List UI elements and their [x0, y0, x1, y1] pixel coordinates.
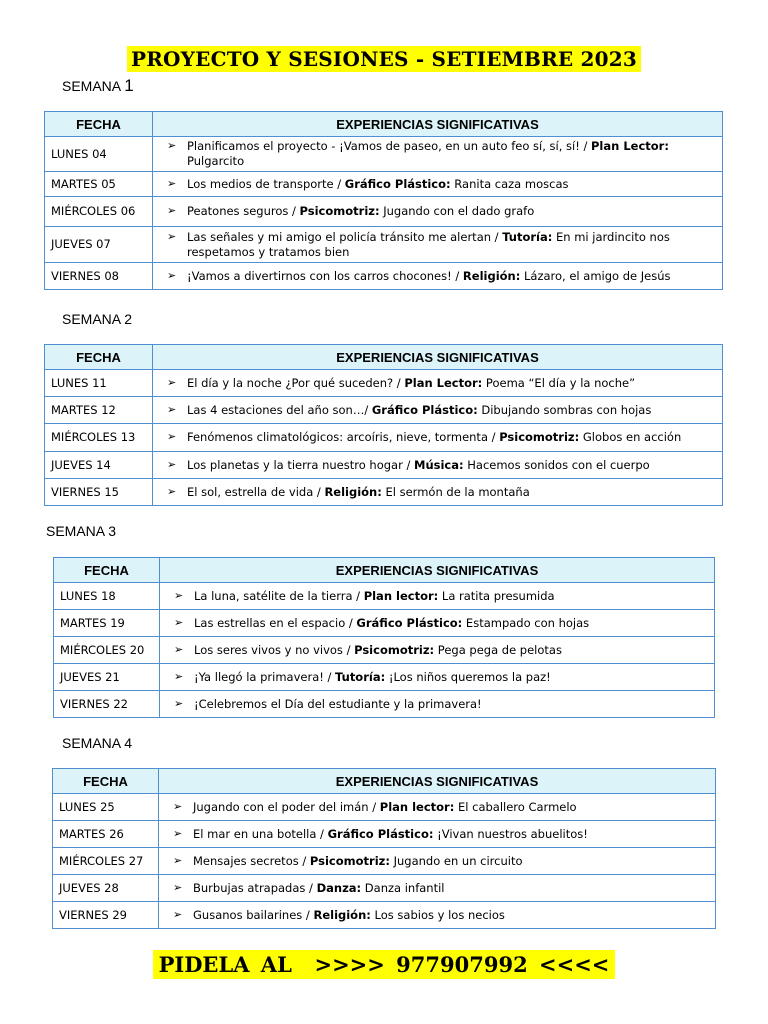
date-cell: LUNES 18: [54, 583, 160, 610]
header-experiencias: EXPERIENCIAS SIGNIFICATIVAS: [153, 345, 723, 370]
experience-cell: ➢ La luna, satélite de la tierra / Plan lector: La ratita presumida: [160, 583, 715, 610]
experience-cell: ➢ Las 4 estaciones del año son…/ Gráfico Plástico: Dibujando sombras con hojas: [153, 397, 723, 424]
week-3-label: [46, 523, 116, 539]
arrow-bullet-icon: ➢: [174, 615, 184, 629]
arrow-bullet-icon: ➢: [167, 375, 177, 389]
date-cell: JUEVES 21: [54, 664, 160, 691]
experience-cell: ➢ Fenómenos climatológicos: arcoíris, nieve, tormenta / Psicomotriz: Globos en acción: [153, 424, 723, 452]
experience-cell: ➢ El mar en una botella / Gráfico Plástico: ¡Vivan nuestros abuelitos!: [159, 821, 716, 848]
experience-cell: ➢ Burbujas atrapadas / Danza: Danza infantil: [159, 875, 716, 902]
table-row: [54, 664, 715, 691]
date-cell: LUNES 11: [45, 370, 153, 397]
date-cell: MARTES 19: [54, 610, 160, 637]
table-row: [45, 424, 723, 452]
date-cell: JUEVES 28: [53, 875, 159, 902]
arrow-bullet-icon: ➢: [167, 268, 177, 282]
table-row: [45, 263, 723, 290]
arrow-bullet-icon: ➢: [173, 826, 183, 840]
date-cell: MIÉRCOLES 13: [45, 424, 153, 452]
arrow-bullet-icon: ➢: [173, 907, 183, 921]
arrow-bullet-icon: ➢: [173, 853, 183, 867]
header-fecha: FECHA: [54, 558, 160, 583]
date-cell: LUNES 04: [45, 137, 153, 172]
table-row: [45, 227, 723, 263]
week-label-text: SEMANA: [62, 735, 121, 751]
header-fecha: FECHA: [45, 345, 153, 370]
date-cell: VIERNES 15: [45, 479, 153, 506]
experience-cell: ➢ Jugando con el poder del imán / Plan lector: El caballero Carmelo: [159, 794, 716, 821]
experience-cell: ➢ ¡Vamos a divertirnos con los carros chocones! / Religión: Lázaro, el amigo de Jesús: [153, 263, 723, 290]
week-label-text: SEMANA: [62, 78, 121, 94]
arrow-bullet-icon: ➢: [173, 799, 183, 813]
week-2-table: [44, 344, 723, 506]
week-3-table: [53, 557, 715, 718]
header-experiencias: EXPERIENCIAS SIGNIFICATIVAS: [160, 558, 715, 583]
arrow-bullet-icon: ➢: [174, 669, 184, 683]
arrow-bullet-icon: ➢: [174, 588, 184, 602]
week-number: 2: [124, 311, 133, 327]
arrow-bullet-icon: ➢: [167, 430, 177, 443]
header-experiencias: EXPERIENCIAS SIGNIFICATIVAS: [159, 769, 716, 794]
date-cell: MARTES 12: [45, 397, 153, 424]
experience-cell: ➢ Las estrellas en el espacio / Gráfico Plástico: Estampado con hojas: [160, 610, 715, 637]
date-cell: JUEVES 14: [45, 452, 153, 479]
table-row: [45, 137, 723, 172]
week-number: 3: [108, 523, 117, 539]
experience-cell: ➢ Mensajes secretos / Psicomotriz: Jugando en un circuito: [159, 848, 716, 875]
experience-cell: ➢ ¡Ya llegó la primavera! / Tutoría: ¡Los niños queremos la paz!: [160, 664, 715, 691]
date-cell: MIÉRCOLES 06: [45, 197, 153, 227]
table-row: [53, 848, 716, 875]
table-row: [54, 691, 715, 718]
arrow-bullet-icon: ➢: [174, 642, 184, 656]
arrow-bullet-icon: ➢: [167, 402, 177, 416]
experience-cell: ➢ Las señales y mi amigo el policía tránsito me alertan / Tutoría: En mi jardincito nos respetamos y tratamos bien: [153, 227, 723, 263]
week-number: 1: [124, 76, 134, 95]
footer-wrap: [0, 952, 768, 977]
table-row: [45, 172, 723, 197]
date-cell: JUEVES 07: [45, 227, 153, 263]
table-row: [54, 637, 715, 664]
header-fecha: FECHA: [45, 112, 153, 137]
table-header-row: [54, 558, 715, 583]
date-cell: LUNES 25: [53, 794, 159, 821]
week-number: 4: [124, 735, 133, 751]
table-row: [45, 397, 723, 424]
experience-cell: ➢ Los planetas y la tierra nuestro hogar / Música: Hacemos sonidos con el cuerpo: [153, 452, 723, 479]
arrow-bullet-icon: ➢: [167, 204, 177, 217]
week-4-table: [52, 768, 716, 929]
experience-cell: ➢ Los medios de transporte / Gráfico Plástico: Ranita caza moscas: [153, 172, 723, 197]
table-row: [54, 610, 715, 637]
table-row: [45, 197, 723, 227]
document-title: PROYECTO Y SESIONES - SETIEMBRE 2023: [127, 46, 641, 72]
table-row: [53, 875, 716, 902]
document-title-wrap: [0, 47, 768, 71]
date-cell: VIERNES 08: [45, 263, 153, 290]
header-fecha: FECHA: [53, 769, 159, 794]
arrow-bullet-icon: ➢: [167, 139, 177, 152]
week-label-text: SEMANA: [62, 311, 121, 327]
header-experiencias: EXPERIENCIAS SIGNIFICATIVAS: [153, 112, 723, 137]
experience-cell: ➢ Los seres vivos y no vivos / Psicomotriz: Pega pega de pelotas: [160, 637, 715, 664]
experience-cell: ➢ El sol, estrella de vida / Religión: El sermón de la montaña: [153, 479, 723, 506]
week-2-label: [62, 311, 132, 327]
table-header-row: [45, 112, 723, 137]
footer-contact-banner: PIDELA AL >>>> 977907992 <<<<: [153, 950, 616, 979]
arrow-bullet-icon: ➢: [167, 229, 177, 243]
experience-cell: ➢ Peatones seguros / Psicomotriz: Jugando con el dado grafo: [153, 197, 723, 227]
arrow-bullet-icon: ➢: [167, 484, 177, 498]
table-row: [45, 370, 723, 397]
table-row: [54, 583, 715, 610]
table-row: [45, 479, 723, 506]
experience-cell: ➢ Planificamos el proyecto - ¡Vamos de paseo, en un auto feo sí, sí, sí! / Plan Lector: Pulgarcito: [153, 137, 723, 172]
arrow-bullet-icon: ➢: [167, 457, 177, 471]
week-label-text: SEMANA: [46, 523, 105, 539]
week-1-label: [62, 76, 134, 96]
date-cell: MIÉRCOLES 20: [54, 637, 160, 664]
date-cell: VIERNES 22: [54, 691, 160, 718]
week-4-label: [62, 735, 132, 751]
arrow-bullet-icon: ➢: [173, 880, 183, 894]
week-1-table: [44, 111, 723, 290]
arrow-bullet-icon: ➢: [174, 696, 184, 710]
date-cell: MARTES 26: [53, 821, 159, 848]
table-header-row: [45, 345, 723, 370]
table-row: [53, 794, 716, 821]
experience-cell: ➢ ¡Celebremos el Día del estudiante y la primavera!: [160, 691, 715, 718]
date-cell: MIÉRCOLES 27: [53, 848, 159, 875]
arrow-bullet-icon: ➢: [167, 176, 177, 190]
table-row: [53, 821, 716, 848]
table-header-row: [53, 769, 716, 794]
date-cell: VIERNES 29: [53, 902, 159, 929]
table-row: [53, 902, 716, 929]
experience-cell: ➢ Gusanos bailarines / Religión: Los sabios y los necios: [159, 902, 716, 929]
experience-cell: ➢ El día y la noche ¿Por qué suceden? / Plan Lector: Poema “El día y la noche”: [153, 370, 723, 397]
table-row: [45, 452, 723, 479]
date-cell: MARTES 05: [45, 172, 153, 197]
